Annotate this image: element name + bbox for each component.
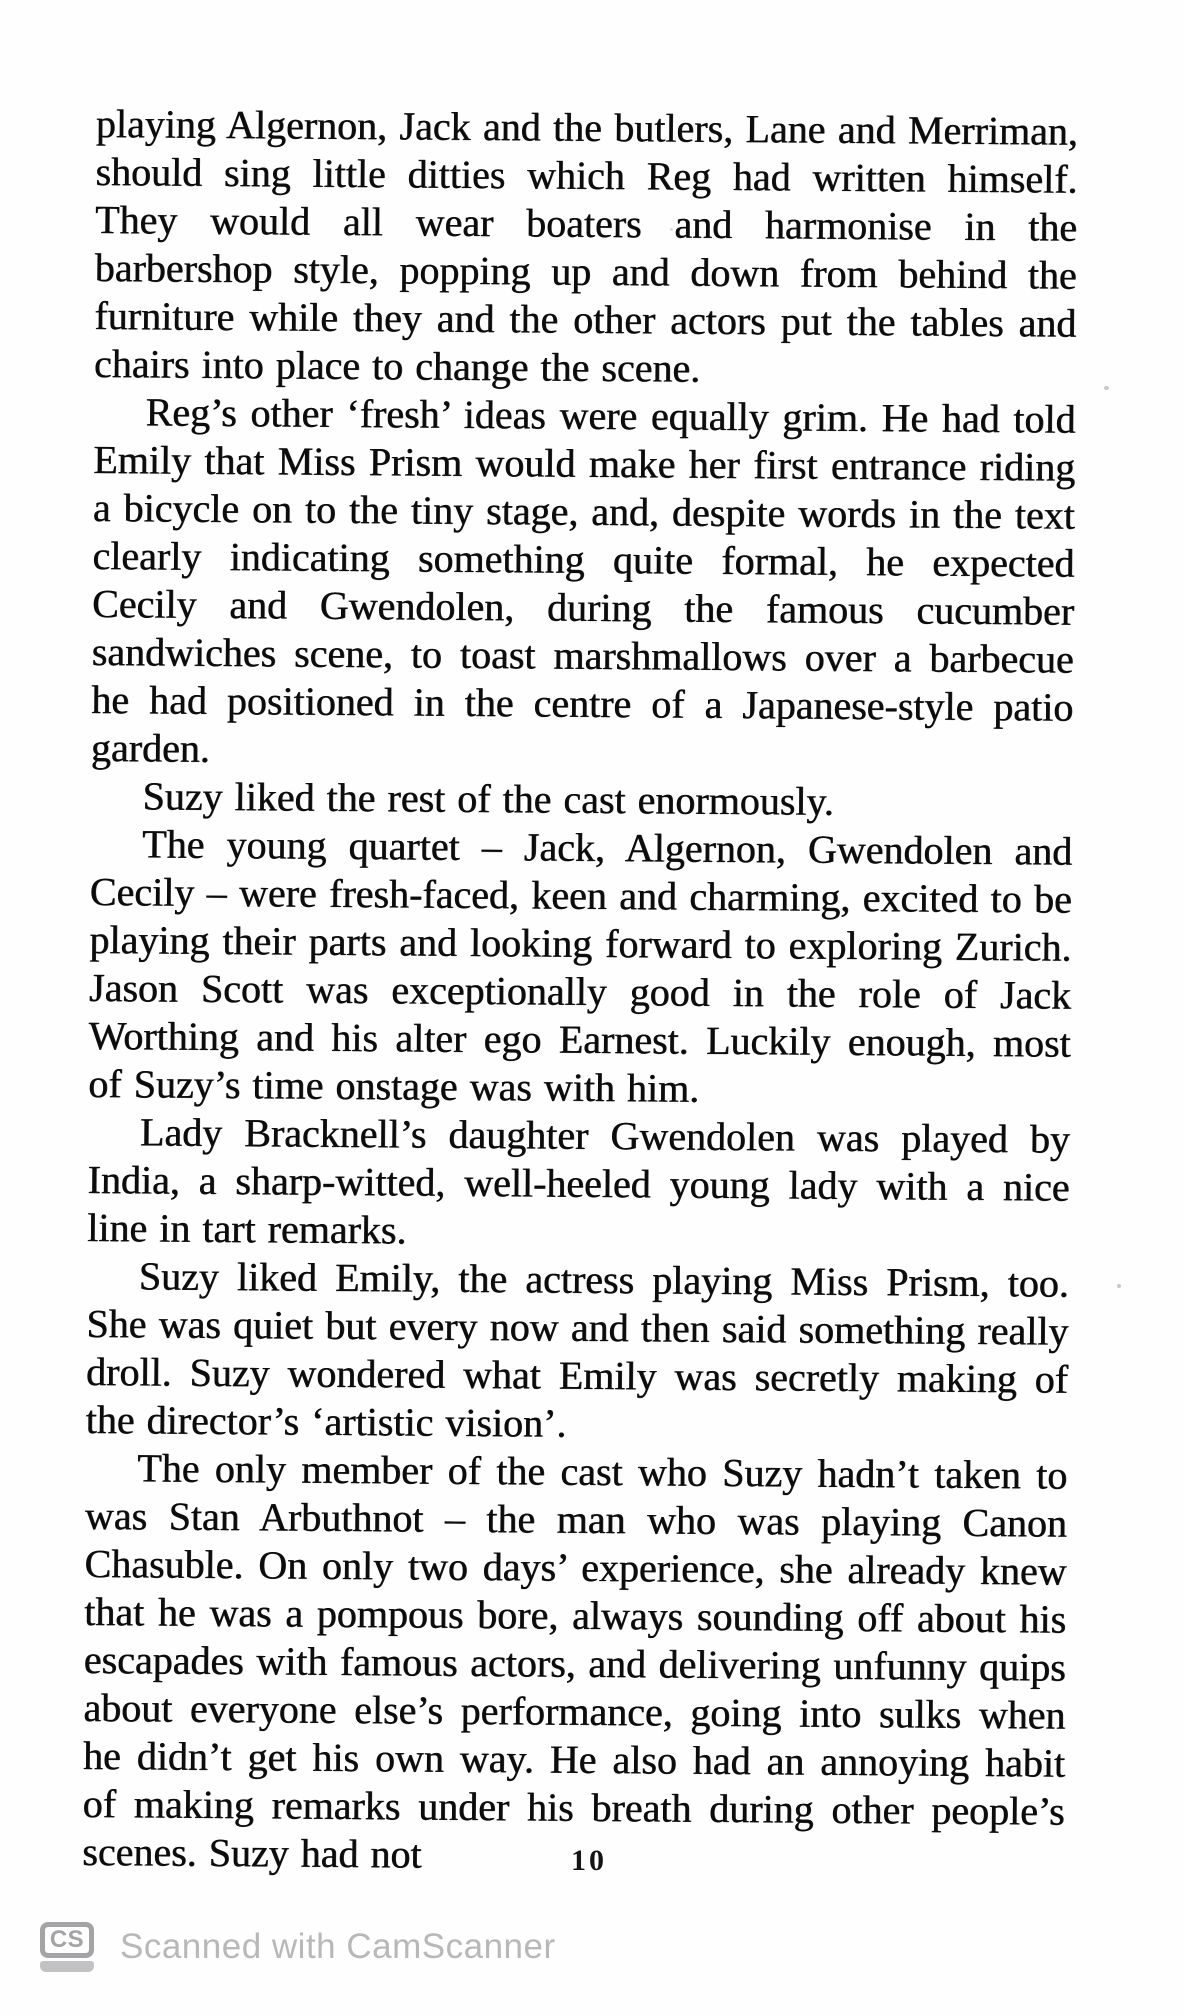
paragraph-1: playing Algernon, Jack and the butlers, Lane and Merriman, should sing little ditties which Reg had written himself. They would all wear boaters and harmonise in the barbershop style, popping up and down from behind the furniture while they and the other actors put the tables and chairs into place to change the scene. <box>93 100 1078 391</box>
camscanner-logo-icon <box>40 1922 94 1972</box>
paragraph-7: The only member of the cast who Suzy hadn’t taken to was Stan Arbuthnot – the man who was playing Canon Chasuble. On only two days’ experience, she already knew that he was a pompous bore, always sounding off about his escapades with famous actors, and delivering unfunny quips about everyone else’s performance, going into sulks when he didn’t get his own way. He also had an annoying habit of making remarks under his breath during other people’s scenes. Suzy had not <box>82 1445 1068 1877</box>
page-text <box>82 100 1078 1884</box>
paragraph-2: Reg’s other ‘fresh’ ideas were equally grim. He had told Emily that Miss Prism would make her first entrance riding a bicycle on to the tiny stage, and, despite words in the text clearly indicating something quite formal, he expected Cecily and Gwendolen, during the famous cucumber sandwiches scene, to toast marshmallows over a barbecue he had positioned in the centre of a Japanese-style patio garden. <box>90 389 1076 771</box>
scan-speck <box>1104 386 1109 390</box>
paragraph-6: Suzy liked Emily, the actress playing Miss Prism, too. She was quiet but every now and then said something really droll. Suzy wondered what Emily was secretly making of the director’s ‘artistic vision’. <box>85 1253 1069 1446</box>
paragraph-3: Suzy liked the rest of the cast enormously. <box>142 773 834 824</box>
scan-speck <box>1117 1284 1121 1288</box>
camscanner-watermark <box>40 1922 556 1972</box>
paragraph-4: The young quartet – Jack, Algernon, Gwendolen and Cecily – were fresh-faced, keen and charming, excited to be playing their parts and looking forward to exploring Zurich. Jason Scott was exceptionally good in the role of Jack Worthing and his alter ego Earnest. Luckily enough, most of Suzy’s time onstage was with him. <box>88 821 1073 1111</box>
page-number: 10 <box>571 1844 607 1877</box>
camscanner-logo-base <box>40 1961 94 1972</box>
paragraph-5: Lady Bracknell’s daughter Gwendolen was played by India, a sharp-witted, well-heeled young lady with a nice line in tart remarks. <box>86 1109 1071 1253</box>
watermark-label: Scanned with CamScanner <box>120 1927 556 1966</box>
scan-speck <box>670 228 673 231</box>
camscanner-logo-letters: CS <box>40 1922 94 1958</box>
